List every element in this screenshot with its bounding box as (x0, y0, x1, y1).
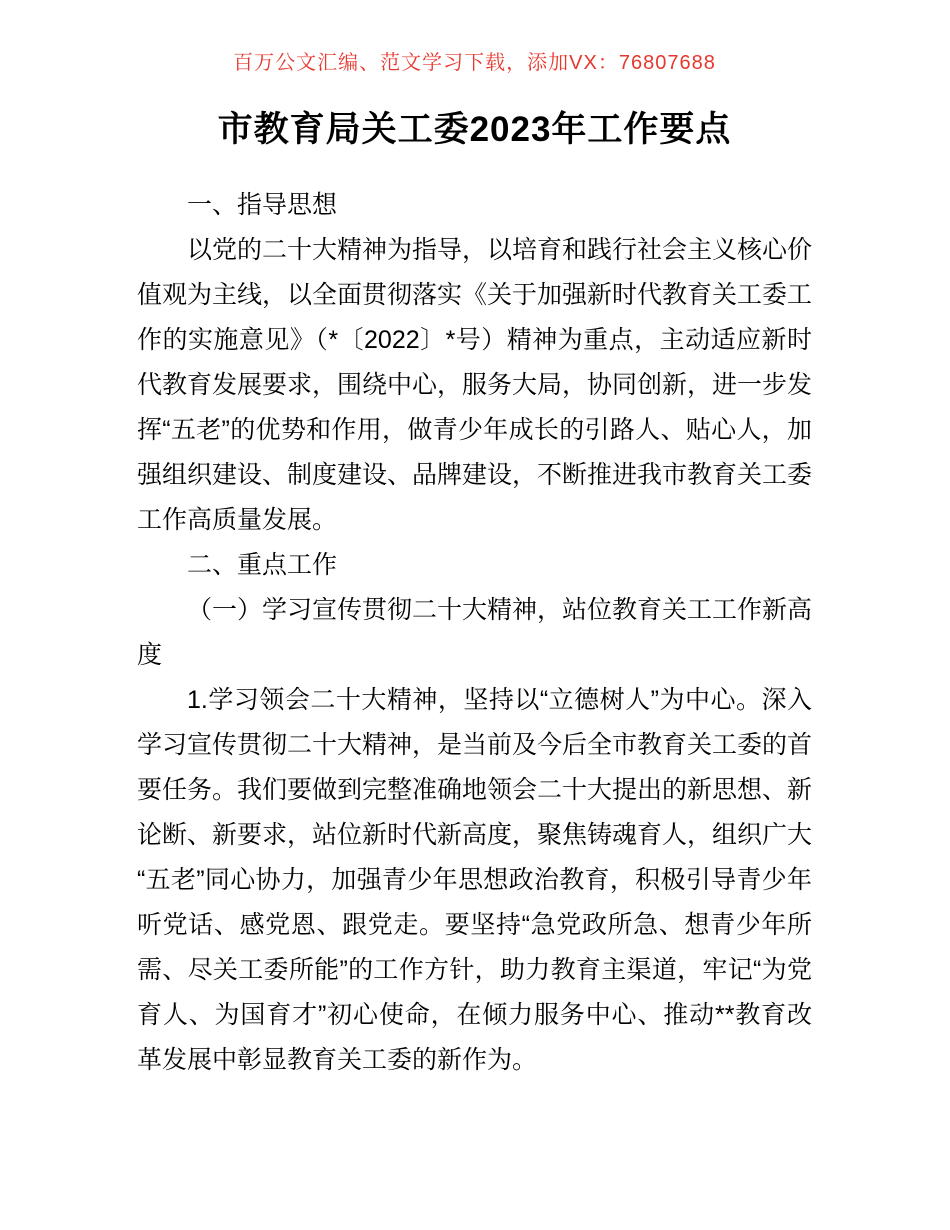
section-heading-guiding-ideology: 一、指导思想 (187, 191, 338, 220)
paragraph-study-spirit: 1.学习领会二十大精神，坚持以“立德树人”为中心。深入学习宣传贯彻二十大精神，是当前及今后全市教育关工委的首要任务。我们要做到完整准确地领会二十大提出的新思想、新论断、新要求，站位新时代新高度，聚焦铸魂育人，组织广大“五老”同心协力，加强青少年思想政治教育，积极引导青少年听党话、感党恩、跟党走。要坚持“急党政所急、想青少年所需、尽关工委所能”的工作方针，助力教育主渠道，牢记“为党育人、为国育才”初心使命，在倾力服务中心、推动**教育改革发展中彰显教育关工委的新作为。 (137, 686, 813, 1075)
subsection-heading-study-spirit: （一）学习宣传贯彻二十大精神，站位教育关工工作新高度 (137, 596, 813, 670)
watermark-banner: 百万公文汇编、范文学习下载，添加VX：76807688 (233, 52, 716, 74)
document-body (137, 183, 812, 1083)
document-title: 市教育局关工委2023年工作要点 (217, 110, 732, 149)
section-heading-key-work: 二、重点工作 (187, 551, 338, 580)
paragraph-guiding-ideology: 以党的二十大精神为指导，以培育和践行社会主义核心价值观为主线，以全面贯彻落实《关于加强新时代教育关工委工作的实施意见》（*〔2022〕*号）精神为重点，主动适应新时代教育发展要求，围绕中心，服务大局，协同创新，进一步发挥“五老”的优势和作用，做青少年成长的引路人、贴心人，加强组织建设、制度建设、品牌建设，不断推进我市教育关工委工作高质量发展。 (137, 236, 813, 535)
